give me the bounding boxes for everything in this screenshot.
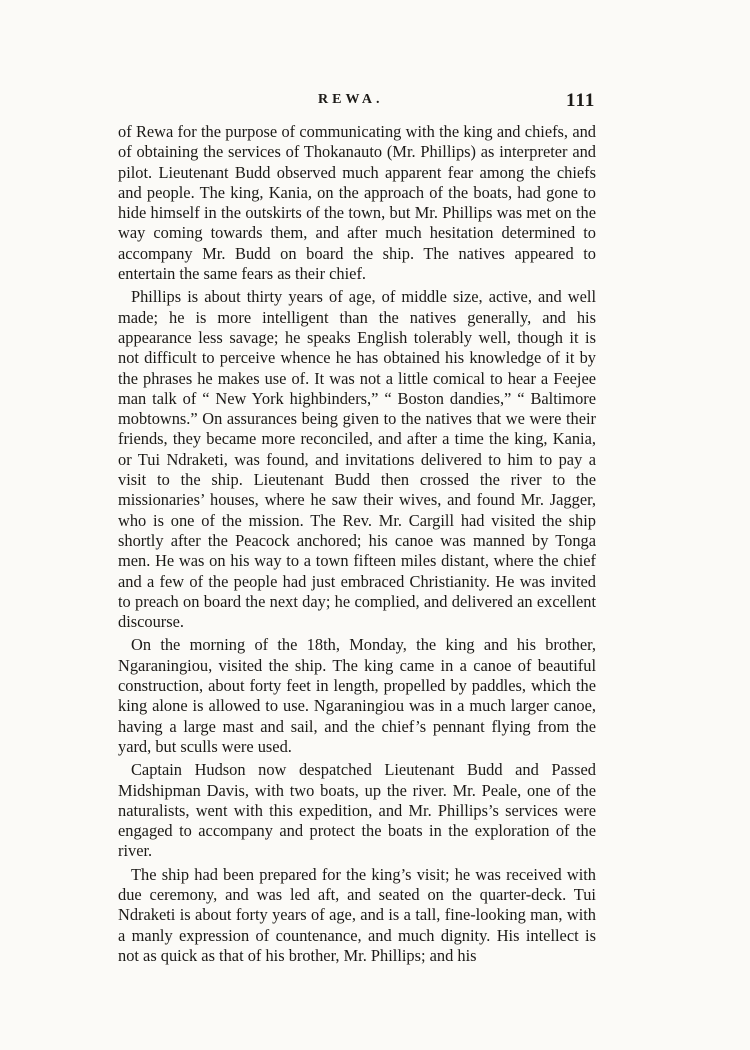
body-text <box>118 122 596 969</box>
paragraph: The ship had been prepared for the king’s visit; he was received with due ceremony, and was led aft, and seated on the quarter-deck. Tui Ndraketi is about forty years of age, and is a tall, fine-looking man, with a manly expression of countenance, and much dignity. His intellect is not as quick as that of his brother, Mr. Phillips; and his <box>118 864 596 965</box>
running-title: REWA. <box>318 92 384 107</box>
paragraph: Captain Hudson now despatched Lieutenant Budd and Passed Midshipman Davis, with two boats, up the river. Mr. Peale, one of the naturalists, went with this expedition, and Mr. Phillips’s services were engaged to accompany and protect the boats in the exploration of the river. <box>118 760 596 861</box>
paragraph: On the morning of the 18th, Monday, the king and his brother, Ngaraningiou, visited the ship. The king came in a canoe of beautiful construction, about forty feet in length, propelled by paddles, which the king alone is allowed to use. Ngaraningiou was in a much larger canoe, having a large mast and sail, and the chief’s pennant flying from the yard, but sculls were used. <box>118 635 596 756</box>
page-number: 111 <box>566 90 596 111</box>
running-head <box>0 92 750 116</box>
paragraph: of Rewa for the purpose of communicating with the king and chiefs, and of obtaining the services of Thokanauto (Mr. Phillips) as interpreter and pilot. Lieutenant Budd observed much apparent fear among the chiefs and people. The king, Kania, on the approach of the boats, had gone to hide himself in the outskirts of the town, but Mr. Phillips was met on the way coming towards them, and after much hesitation determined to accompany Mr. Budd on board the ship. The natives appeared to entertain the same fears as their chief. <box>118 122 596 284</box>
paragraph: Phillips is about thirty years of age, of middle size, active, and well made; he is more intelligent than the natives generally, and his appearance less savage; he speaks English tolerably well, though it is not difficult to perceive whence he has obtained his knowledge of it by the phrases he makes use of. It was not a little comical to hear a Feejee man talk of “ New York highbinders,” “ Boston dandies,” “ Baltimore mobtowns.” On assurances being given to the natives that we were their friends, they became more reconciled, and after a time the king, Kania, or Tui Ndraketi, was found, and invitations delivered to him to pay a visit to the ship. Lieutenant Budd then crossed the river to the missionaries’ houses, where he saw their wives, and found Mr. Jagger, who is one of the mission. The Rev. Mr. Cargill had visited the ship shortly after the Peacock anchored; his canoe was manned by Tonga men. He was on his way to a town fifteen miles distant, where the chief and a few of the people had just embraced Christianity. He was invited to preach on board the next day; he complied, and delivered an excellent discourse. <box>118 287 596 632</box>
